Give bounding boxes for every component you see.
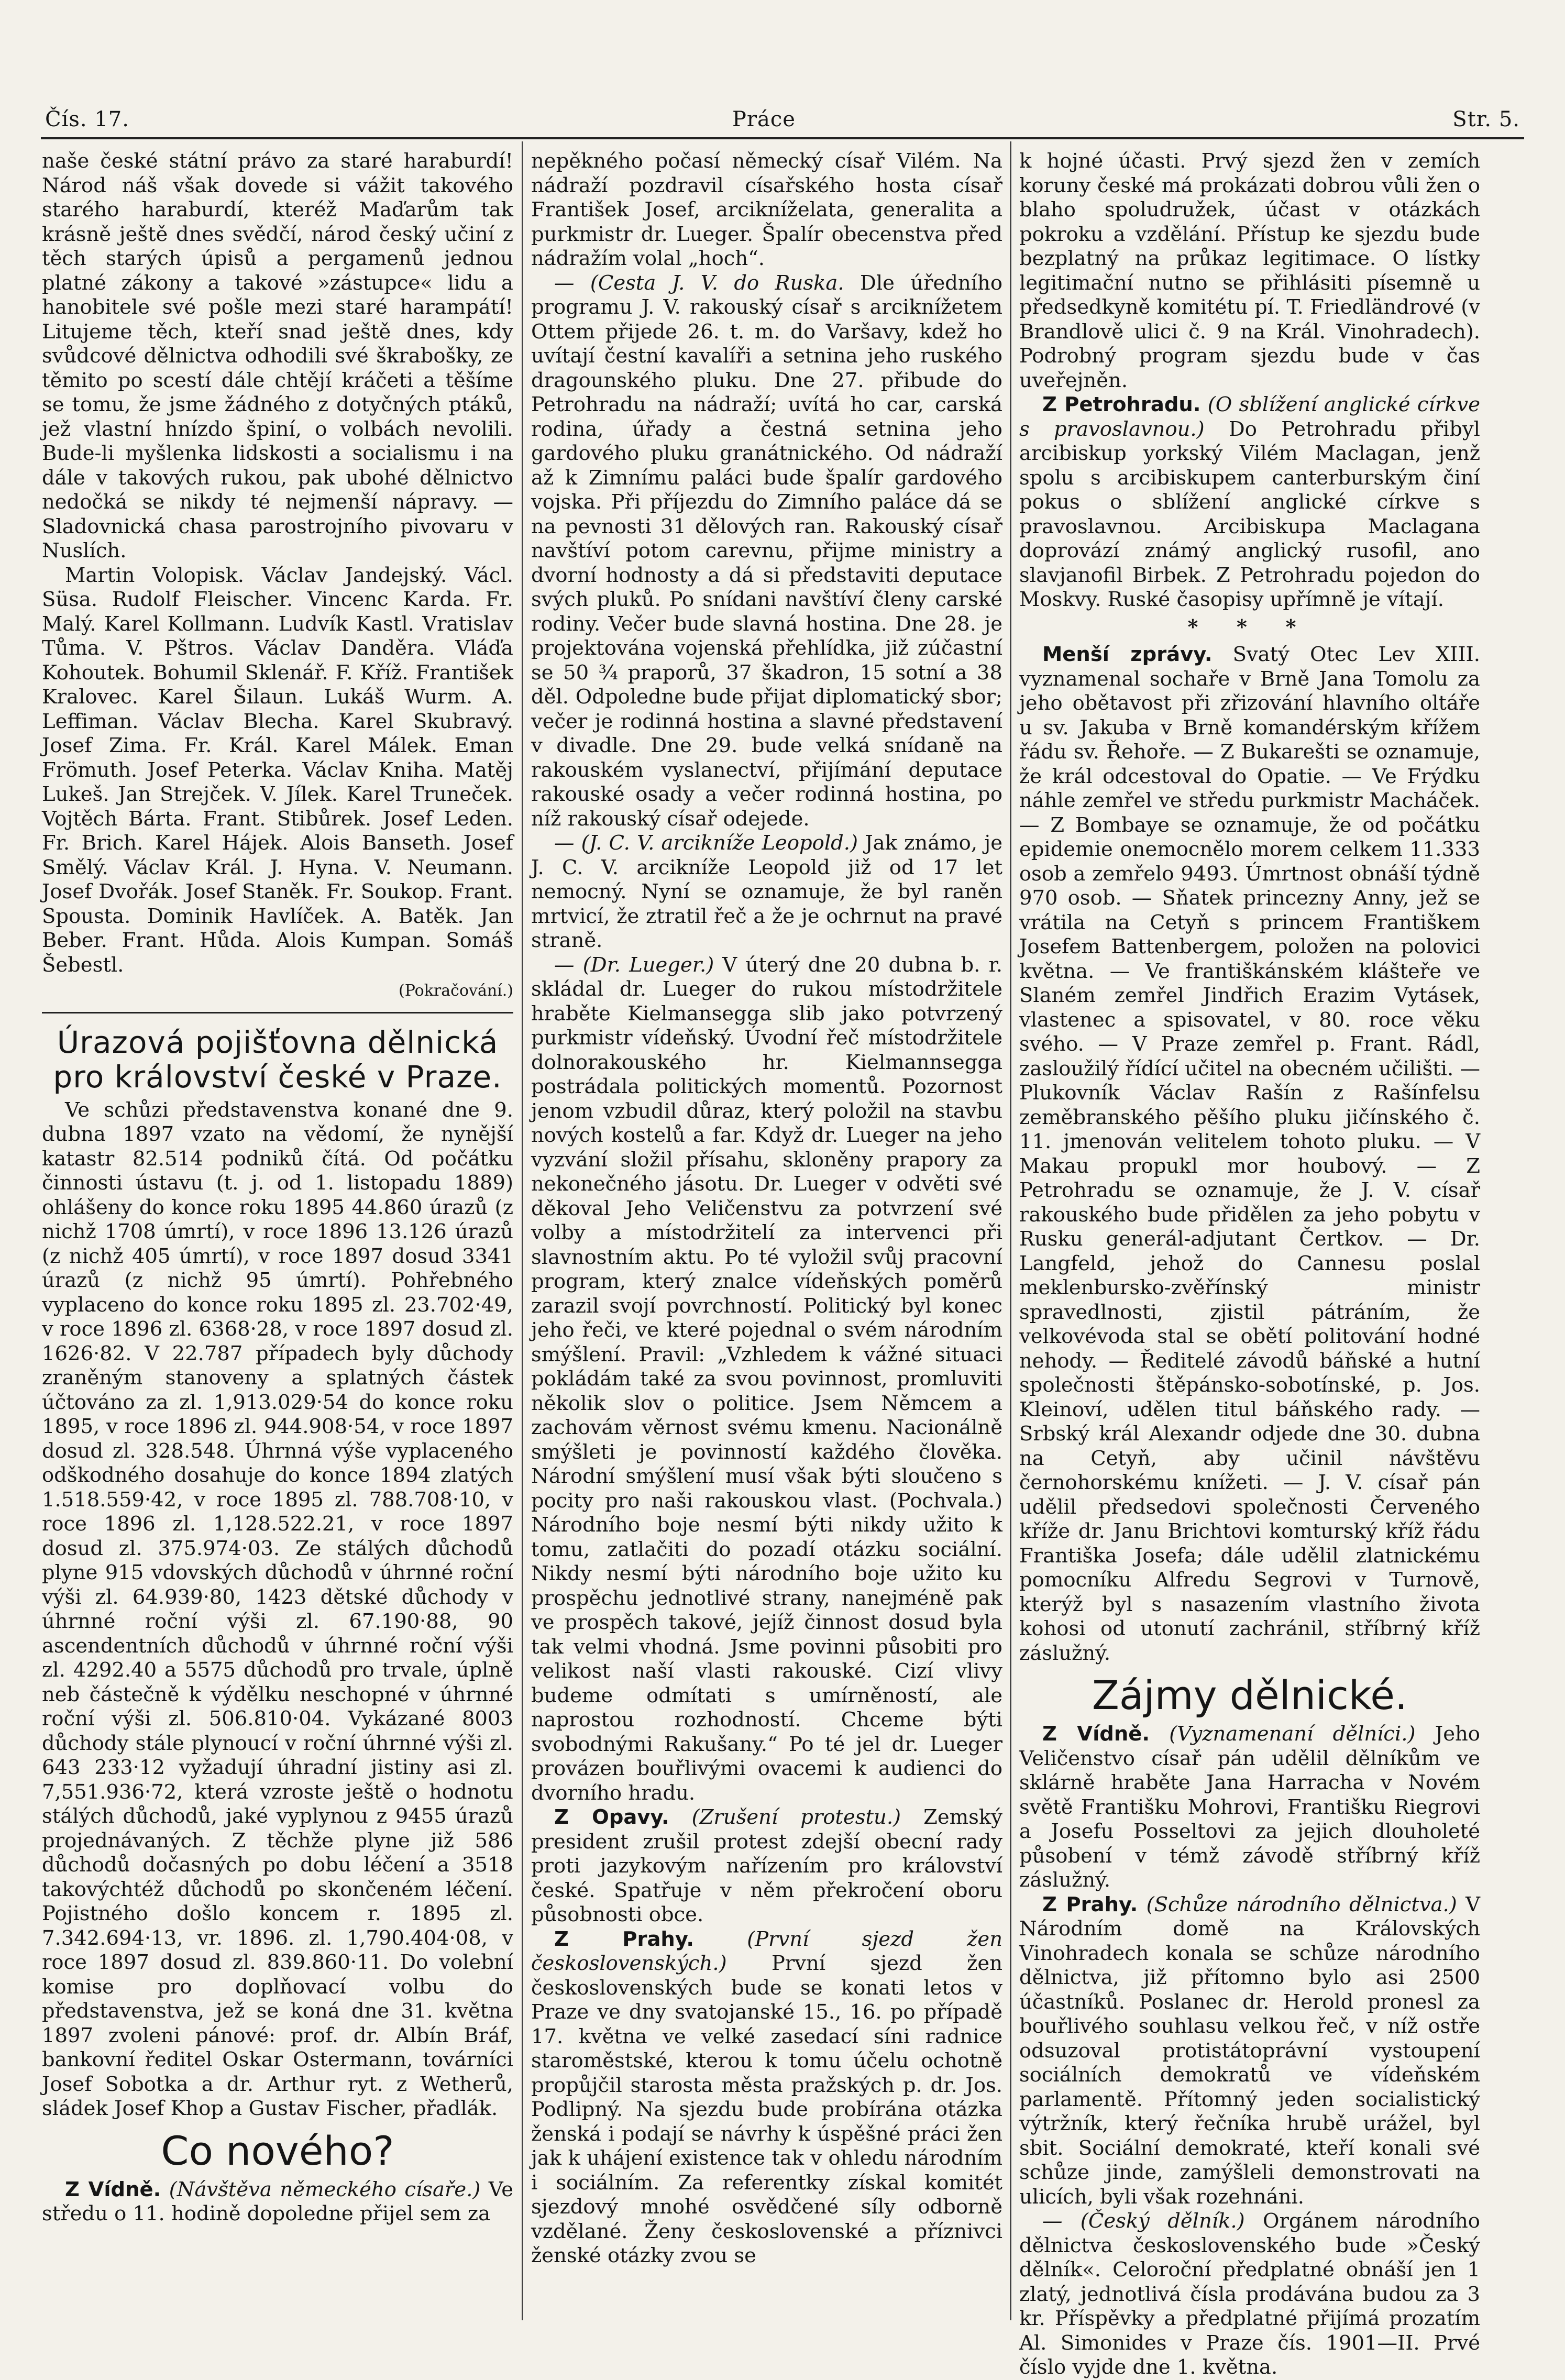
article-vienna-visit-cont: nepěkného počasí německý císař Vilém. Na nádraží pozdravil císařského hosta císař František Josef, arcikníželata, generalita a purkmistr dr. Lueger. Špalír obecenstva před nádražím volal „hoch“. [531, 149, 1002, 270]
letter-closing: naše české státní právo za staré haraburdí! Národ náš však dovede si vážit takového starého haraburdí, kteréž Maďarům tak krásně ještě dnes svědčí, národ český učiní z těch starých úpisů a pergamenů jednou platné zákony a takové »zástupce« lidu a hanobitele své pošle mezi staré harampátí! Litujeme těch, kteří snad ještě dnes, kdy svůdcové dělnictva odhodili své škrabošky, ze těmito po scestí dále chtějí kráčeti a těšíme se tomu, že jsme žádného z dotyčných ptáků, jež vlastní hnízdo špiní, o volbách nevolili. Bude-li myšlenka lidskosti a socialismu i na dále v takových rukou, pak ubohé dělnictvo nedočká se nikdy té nejmenší nápravy. — Sladovnická chasa parostrojního pivovaru v Nuslích. [42, 149, 513, 563]
article-women-congress-cont: k hojné účasti. Prvý sjezd žen v zemích koruny české má prokázati dobrou vůli žen o blaho spoludružek, účast v otázkách pokroku a vzdělání. Přístup ke sjezdu bude bezplatný na průkaz legitimace. O lístky legitimační nutno se přihlásiti písemně u předsedkyně komitétu pí. T. Friedländrové (v Brandlově ulici č. 9 na Král. Vinohradech). Podrobný program sjezdu bude v čas uveřejněn. [1019, 149, 1480, 392]
article-vienna-visit: Z Vídně. (Návštěva německého císaře.) Ve středu o 11. hodině dopoledne přijel sem za [42, 2177, 513, 2225]
article-insurance: Ve schůzi představenstva konané dne 9. dubna 1897 vzato na vědomí, že nynější katastr 82.514 podniků čítá. Od počátku činnosti ústavu (t. j. od 1. listopadu 1889) ohlášeny do konce roku 1895 44.860 úrazů (z nichž 1708 úmrtí), v roce 1896 13.126 úrazů (z nichž 405 úmrtí), v roce 1897 dosud 3341 úrazů (z nichž 95 úmrtí). Pohřebného vyplaceno do konce roku 1895 zl. 23.702·49, v roce 1896 zl. 6368·28, v roce 1897 dosud zl. 1626·82. V 22.787 případech byly důchody zraněným stanoveny a splatných částek účtováno za zl. 1,913.029·54 do konce roku 1895, v roce 1896 zl. 944.908·54, v roce 1897 dosud zl. 328.548. Úhrnná výše vyplaceného odškodného dosahuje do konce 1894 zlatých 1.518.559·42, v roce 1895 zl. 788.708·10, v roce 1896 zl. 1,128.522.21, v roce 1897 dosud zl. 375.974·03. Ze stálých důchodů plyne 915 vdovských důchodů v úhrnné roční výši zl. 64.939·80, 1423 dětské důchody v úhrnné roční výši zl. 67.190·88, 90 ascendentních důchodů v úhrnné roční výši zl. 4292.40 a 5575 důchodů pro trvale, úplně neb částečně k výdělku neschopné v úhrnné roční výši zl. 506.810·04. Vykázané 8003 důchody stále plynoucí v roční úhrnné výši zl. 643 233·12 vyžadují úhradní jistiny asi zl. 7,551.936·72, která vzroste ještě o hodnotu stálých důchodů, jaké vyplynou z 9455 úrazů projednávaných. Z těchže plyne již 586 důchodů dočasných po dobu léčení a 3518 takovýchtéž důchodů po skončeném léčení. Pojistného došlo koncem r. 1895 zl. 7.342.694·13, vr. 1896. zl. 1,790.404·08, v roce 1897 dosud zl. 839.860·11. Do volební komise pro doplňovací volbu do představenstva, jež se koná dne 31. května 1897 zvoleni pánové: prof. dr. Albín Bráf, bankovní ředitel Oskar Ostermann, továrníci Josef Sobotka a dr. Arthur ryt. z Wetherů, sládek Josef Khop a Gustav Fischer, přadlák. [42, 1098, 513, 2120]
column-divider-1 [522, 141, 523, 2320]
signatories: Martin Volopisk. Václav Jandejský. Václ. Süsa. Rudolf Fleischer. Vincenc Karda. Fr. Malý. Karel Kollmann. Ludvík Kastl. Vratislav Tůma. V. Pštros. Václav Danděra. Vláďa Kohoutek. Bohumil Sklenář. F. Kříž. František Kralovec. Karel Šilaun. Lukáš Wurm. A. Leffiman. Václav Blecha. Karel Skubravý. Josef Zima. Fr. Král. Karel Málek. Eman Frömuth. Josef Peterka. Václav Kniha. Matěj Lukeš. Jan Strejček. V. Jílek. Karel Truneček. Vojtěch Bárta. Frant. Stibůrek. Josef Leden. Fr. Brich. Karel Hájek. Alois Banseth. Josef Smělý. Václav Král. J. Hyna. V. Neumann. Josef Dvořák. Josef Staněk. Fr. Soukop. Frant. Spousta. Dominik Havlíček. A. Batěk. Jan Beber. Frant. Hůda. Alois Kumpan. Somáš Šebestl. [42, 563, 513, 977]
issue-number: Čís. 17. [45, 107, 129, 131]
article-lueger: — (Dr. Lueger.) V úterý dne 20 dubna b. r. skládal dr. Lueger do rukou místodržitele hraběte Kielmansegga slib jako potvrzený purkmistr vídeňský. Úvodní řeč místodržitele dolnorakouského hr. Kielmannsegga postrádala politických momentů. Pozornost jenom vzbudil důraz, který položil na stavbu nových kostelů a far. Když dr. Lueger na jeho vyzvání složil přísahu, skloněny prapory za nekonečného jásotu. Dr. Lueger v odvěti své děkoval Jeho Veličenstvu za potvrzení své volby a místodržitelí za intervenci při slavnostním aktu. Po té vyložil svůj pracovní program, který znalce vídeňských poměrů zarazil svojí povrchností. Politický byl konec jeho řeči, ve které pojednal o svém národním smýšlení. Pravil: „Vzhledem k vážné situaci pokládám také za svou povinnost, promluviti několik slov o politice. Jsem Němcem a zachovám věrnost svému kmenu. Nacionálně smýšleti je povinností každého člověka. Národní smýšlení musí však býti sloučeno s pocity pro naši rakouskou vlast. (Pochvala.) Národního boje nesmí býti nikdy užito k tomu, zatlačiti do pozadí otázku sociální. Nikdy nesmí býti národního boje užito ku prospěchu jednotlivé strany, nanejméně pak ve prospěch takové, jejíž činnost dosud byla tak velmi vhodná. Jsme povinni působiti pro velikost naší vlasti rakouské. Cizí vlivy budeme odmítati s umírněností, ale naprostou rozhodností. Chceme býti svobodnými Rakušany.“ Po té jel dr. Lueger provázen bouřlivými ovacemi k audienci do dvorního hradu. [531, 953, 1002, 1805]
article-honoured-workers: Z Vídně. (Vyznamenaní dělníci.) Jeho Veličenstvo císař pán udělil dělníkům ve sklárně hraběte Jana Harracha v Novém světě Františku Mohrovi, Františku Riegrovi a Josefu Posseltovi za jejich dlouholeté působení v témž závodě stříbrný kříž záslužný. [1019, 1722, 1480, 1892]
article-workers-meeting: Z Prahy. (Schůze národního dělnictva.) V Národním domě na Královských Vinohradech konala se schůze národního dělnictva, již přítomno bylo asi 2500 účastníků. Poslanec dr. Herold pronesl za bouřlivého souhlasu velkou řeč, v níž ostře odsuzoval protistátoprávní vystoupení sociálních demokratů ve vídeňském parlamentě. Přítomný jeden socialistický výtržník, který řečníka hrubě urážel, byl sbit. Sociální demokraté, kteří konali své schůze jinde, zamýšleli demonstrovati na ulicích, byli však rozehnáni. [1019, 1892, 1480, 2209]
article-russia-trip: — (Cesta J. V. do Ruska. Dle úředního programu J. V. rakouský císař s arciknížetem Ottem přijede 26. t. m. do Varšavy, kdež ho uvítají čestní kavalíři a setnina jeho ruského dragounského pluku. Dne 27. přibude do Petrohradu na nádraží; uvítá ho car, carská rodina, úřady a čestná setnina jeho gardového pluku granátnického. Od nádraží až k Zimnímu paláci bude špalír gardového vojska. Při příjezdu do Zimního paláce dá se na pevnosti 31 dělových ran. Rakouský císař navštíví potom carevnu, přijme ministry a dvorní hodnosty a dá si představiti deputace svých pluků. Po snídani navštíví členy carské rodiny. Večer bude slavná hostina. Dne 28. je projektována vojenská přehlídka, již zúčastní se 50 ¾ praporů, 37 škadron, 15 sotní a 38 děl. Odpoledne bude přijat diplomatický sbor; večer je rodinná hostina a slavné představení v divadle. Dne 29. bude velká snídaně na rakouském vyslanectví, přijímání deputace rakouské osady a večer rodinná hostina, po níž rakouský císař odejede. [531, 271, 1003, 831]
article-petersburg: Z Petrohradu. (O sblížení anglické církve s pravoslavnou.) Do Petrohradu přibyl arcibiskup yorkský Vilém Maclagan, jenž spolu s arcibiskupem canterburským činí pokus o sblížení anglické církve s pravoslavnou. Arcibiskupa Maclagana doprovází známý anglický rusofil, ano slavjanofil Birbek. Z Petrohradu pojedon do Moskvy. Ruské časopisy upřímně je vítají. [1019, 393, 1480, 611]
article-archduke-leopold: — (J. C. V. arcikníže Leopold.) Jak známo, je J. C. V. arcikníže Leopold již od 17 let nemocný. Nyní se oznamuje, že byl raněn mrtvicí, že ztratil řeč a že je ochrnut na pravé straně. [531, 831, 1002, 952]
newspaper-title: Práce [732, 107, 796, 131]
column-2 [531, 149, 1002, 2268]
continued-note: (Pokračování.) [399, 982, 513, 1000]
page-number: Str. 5. [1452, 107, 1520, 131]
column-1 [42, 149, 513, 2227]
article-minor-news: Menší zprávy. Svatý Otec Lev XIII. vyznamenal sochaře v Brně Jana Tomolu za jeho obětavost při zřizování hlavního oltáře u sv. Jakuba v Brně komandérským křížem řádu sv. Řehoře. — Z Bukarešti se oznamuje, že král odcestoval do Opatie. — Ve Frýdku náhle zemřel ve středu purkmistr Macháček. — Z Bombaye se oznamuje, že od počátku epidemie onemocnělo morem celkem 11.333 osob a zemřelo 9493. Úmrtnost obnáší týdně 970 osob. — Sňatek princezny Anny, jež se vrátila na Cetyň s princem Františkem Josefem Battenbergem, položen na polovici května. — Ve františkánském klášteře ve Slaném zemřel Jindřich Erazim Vytásek, vlastenec a spisovatel, v 80. roce věku svého. — V Praze zemřel p. Frant. Rádl, zasloužilý řídící učitel na obecném učilišti. — Plukovník Václav Rašín z Rašínfelsu zeměbranského pěšího pluku jičínského č. 11. jmenován velitelem tohoto pluku. — V Makau propukl mor houbový. — Z Petrohradu se oznamuje, že J. V. císař rakouského bude přidělen za jeho pobytu v Rusku generál-adjutant Čertkov. — Dr. Langfeld, jehož do Cannesu poslal meklenbursko-zvěřínský ministr spravedlnosti, zjistil pátráním, že velkovévoda stal se obětí politování hodné nehody. — Ředitelé závodů báňské a hutní společnosti štěpánsko-sobotínské, p. Jos. Kleinoví, udělen titul báňského rady. — Srbský král Alexandr odjede dne 30. dubna na Cetyň, aby učinil návštěvu černohorskému knížeti. — J. V. císař pán udělil předsedovi společnosti Červeného kříže dr. Janu Brichtovi komturský kříž řádu Františka Josefa; dále udělil zlatnickému pomocníku Alfredu Segrovi v Turnově, kterýž byl s nasazením vlastního života kohosi od utonutí zachránil, stříbrný kříž záslužný. [1019, 643, 1480, 1665]
section-heading-insurance: Úrazová pojišťovna dělnická pro království české v Praze. [53, 1024, 502, 1095]
header-rule [41, 137, 1524, 139]
section-stars: * * * [1187, 615, 1312, 639]
article-cesky-delnik: — (Český dělník.) Orgánem národního dělnictva československého bude »Český dělník«. Celoroční předplatné obnáší jen 1 zlatý, jednotlivá čísla prodávána budou za 3 kr. Příspěvky a předplatné přijímá prozatím Al. Simonides v Praze čís. 1901—II. Prvé číslo vyjde dne 1. května. [1019, 2209, 1480, 2379]
column-divider-2 [1010, 141, 1011, 2320]
article-opava: Z Opavy. (Zrušení protestu.) Zemský president zrušil protest zdejší obecní rady proti jazykovým nařízením pro království české. Spatřuje v něm překročení oboru působnosti obce. [531, 1805, 1002, 1926]
article-women-congress: Z Prahy. (První sjezd žen československých.) První sjezd žen československých bude se konati letos v Praze ve dny svatojanské 15., 16. po případě 17. května ve velké zasedací síni radnice staroměstské, kterou k tomu účelu ochotně propůjčil starosta města pražských p. dr. Jos. Podlipný. Na sjezdu bude probírána otázka ženská i podají se návrhy k úspěšné práci žen jak k uhájení existence tak v ohledu národním i sociálním. Za referentky získal komitét sjezdový mnohé osvědčené síly odborně vzdělané. Ženy československé a příznivci ženské otázky zvou se [531, 1927, 1002, 2267]
separator [42, 1012, 513, 1013]
section-heading-news: Co nového? [161, 2127, 394, 2174]
column-3 [1019, 149, 1480, 2380]
section-heading-labour: Zájmy dělnické. [1092, 1672, 1408, 1718]
page-header [41, 107, 1524, 139]
